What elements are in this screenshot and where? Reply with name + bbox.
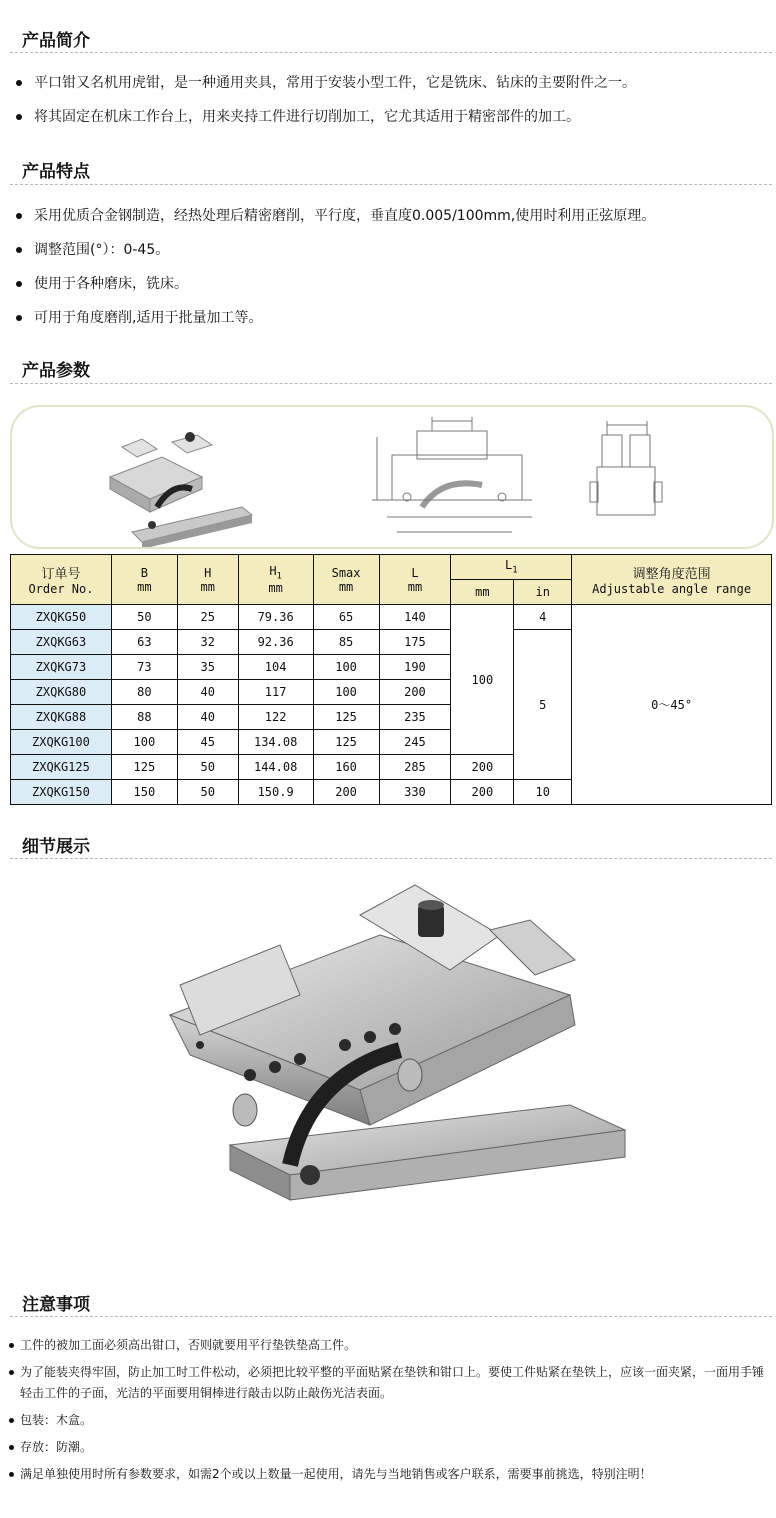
list-item: 采用优质合金钢制造，经热处理后精密磨削，平行度，垂直度0.005/100mm,使用时利用正弦原理。 xyxy=(14,199,655,233)
list-item: 工件的被加工面必须高出钳口，否则就要用平行垫铁垫高工件。 xyxy=(8,1335,772,1356)
header-angle: 调整角度范围 Adjustable angle range xyxy=(572,555,772,605)
params-title: 产品参数 xyxy=(22,361,90,381)
product-photo xyxy=(150,875,635,1230)
table-row: ZXQKG125 125 50 144.08 160 285 200 xyxy=(11,755,772,780)
angle-range: 0～45° xyxy=(572,605,772,805)
list-item: 可用于角度磨削,适用于批量加工等。 xyxy=(14,301,655,335)
features-list xyxy=(14,199,655,335)
table-row: ZXQKG63 63 32 92.36 85 175 5 xyxy=(11,630,772,655)
header-h: H mm xyxy=(177,555,238,605)
header-smax: Smax mm xyxy=(313,555,379,605)
list-item: 平口钳又名机用虎钳，是一种通用夹具，常用于安装小型工件，它是铣床、钻床的主要附件之一。 xyxy=(14,66,636,100)
vise-thumbnail xyxy=(110,432,252,547)
table-row: ZXQKG100 100 45 134.08 125 245 xyxy=(11,730,772,755)
list-item: 为了能装夹得牢固，防止加工时工件松动，必须把比较平整的平面贴紧在垫铁和钳口上。要使工件贴紧在垫铁上，应该一面夹紧，一面用手锤轻击工件的子面，光洁的平面要用铜棒进行敲击以防止敲伤光洁表面。 xyxy=(8,1362,772,1404)
details-title: 细节展示 xyxy=(22,837,90,857)
table-row: ZXQKG150 150 50 150.9 200 330 200 10 xyxy=(11,780,772,805)
table-row: ZXQKG50 50 25 79.36 65 140 100 4 0～45° xyxy=(11,605,772,630)
divider xyxy=(10,858,772,859)
header-b: B mm xyxy=(111,555,177,605)
table-row: ZXQKG73 73 35 104 100 190 xyxy=(11,655,772,680)
l1-in-group: 5 xyxy=(514,630,572,780)
intro-title: 产品简介 xyxy=(22,31,90,51)
divider xyxy=(10,1316,772,1317)
list-item: 使用于各种磨床，铣床。 xyxy=(14,267,655,301)
divider xyxy=(10,52,772,53)
header-l: L mm xyxy=(379,555,451,605)
notes-list xyxy=(8,1335,772,1491)
header-l1-in: in xyxy=(514,580,572,605)
list-item: 调整范围(°）：0-45。 xyxy=(14,233,655,267)
list-item: 将其固定在机床工作台上，用来夹持工件进行切削加工，它尤其适用于精密部件的加工。 xyxy=(14,100,636,134)
technical-drawing-panel xyxy=(10,405,774,549)
header-l1: $L_1$ xyxy=(451,555,572,580)
intro-list xyxy=(14,66,636,134)
features-title: 产品特点 xyxy=(22,162,90,182)
header-order: 订单号 Order No. xyxy=(11,555,112,605)
vise-drawings xyxy=(12,407,772,547)
table-row: ZXQKG88 88 40 122 125 235 xyxy=(11,705,772,730)
divider xyxy=(10,383,772,384)
list-item: 满足单独使用时所有参数要求，如需2个或以上数量一起使用，请先与当地销售或客户联系，需要事前挑选，特别注明！ xyxy=(8,1464,772,1485)
vise-side-view xyxy=(590,421,662,515)
divider xyxy=(10,184,772,185)
list-item: 包装：木盒。 xyxy=(8,1410,772,1431)
spec-table xyxy=(10,554,772,805)
notes-title: 注意事项 xyxy=(22,1295,90,1315)
header-l1-mm: mm xyxy=(451,580,514,605)
header-h1: $H_1$ mm xyxy=(238,555,313,605)
l1-mm-group: 100 xyxy=(451,605,514,755)
table-row: ZXQKG80 80 40 117 100 200 xyxy=(11,680,772,705)
vise-front-view xyxy=(372,417,532,532)
list-item: 存放：防潮。 xyxy=(8,1437,772,1458)
